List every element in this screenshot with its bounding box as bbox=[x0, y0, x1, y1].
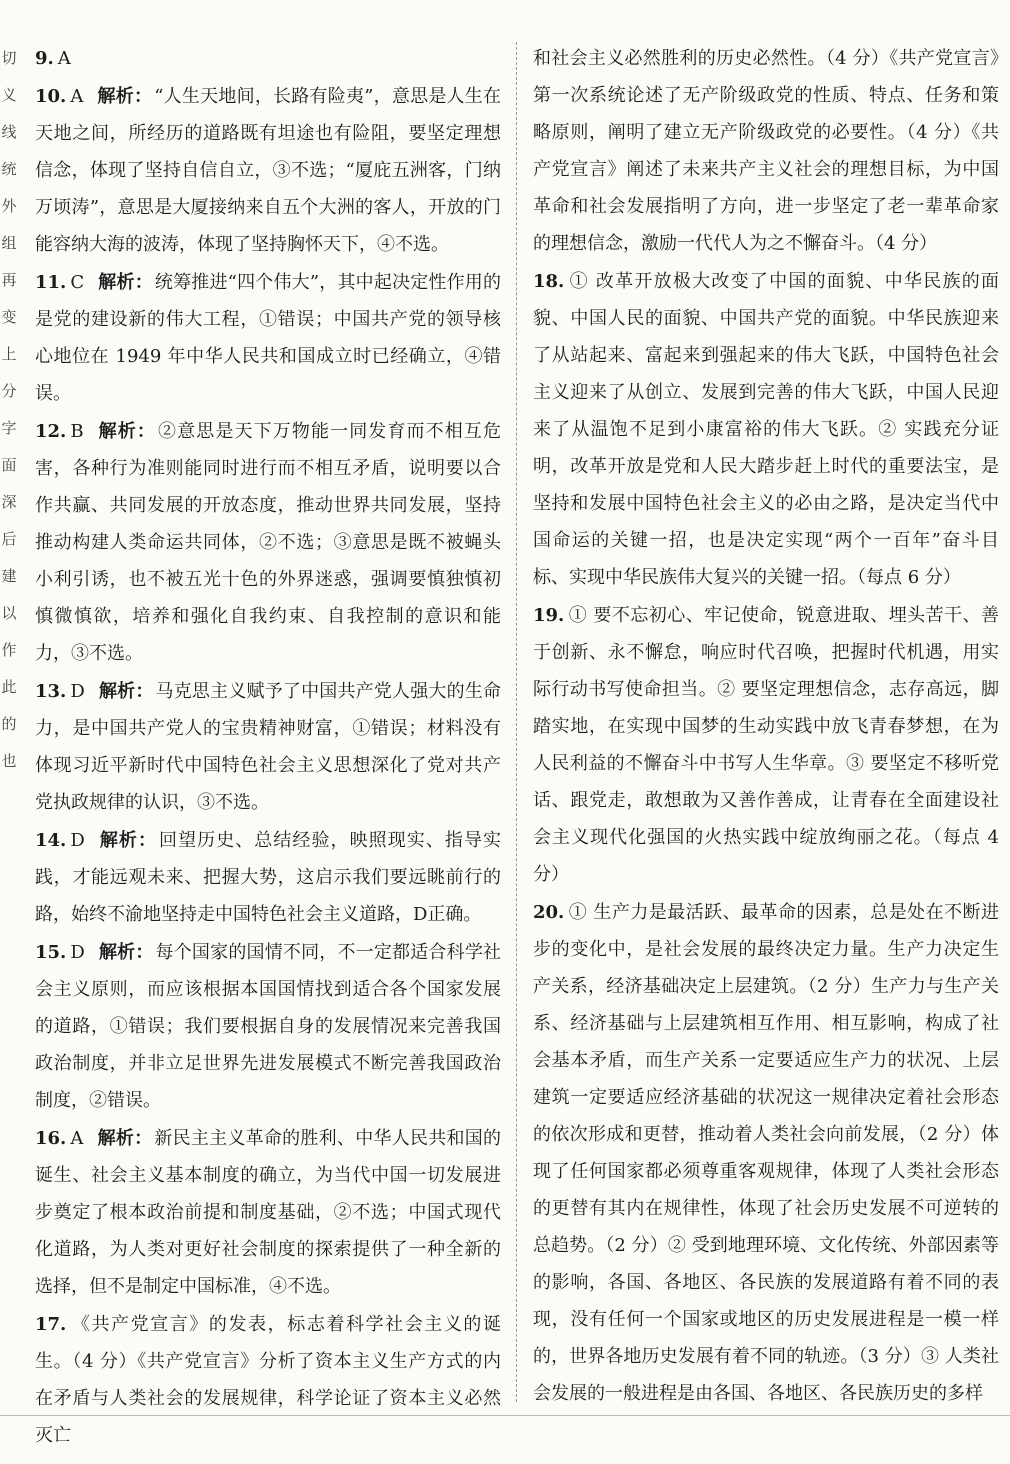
analysis-text: ②意思是天下万物能一同发育而不相互危害，各种行为准则能同时进行而不相互矛盾，说明要以合作共赢、共同发展的开放态度，推动世界共同发展，坚持推动构建人类命运共同体，②不选；③意思是既不被蝇头小利引诱，也不被五光十色的外界迷惑，强调要慎独慎初慎微慎欲，培养和强化自我约束、自我控制的意识和能力，③不选。 bbox=[35, 421, 502, 664]
answer-choice: D bbox=[70, 942, 85, 963]
analysis-label: 解析： bbox=[98, 830, 158, 851]
margin-char: 上 bbox=[1, 345, 17, 363]
answer-item bbox=[35, 934, 501, 1119]
analysis-text: 回望历史、总结经验，映照现实、指导实践，才能远观未来、把握大势，这启示我们要远眺前行的路，始终不渝地坚持走中国特色社会主义道路，D正确。 bbox=[35, 830, 502, 925]
answer-item bbox=[35, 264, 501, 412]
margin-char: 字 bbox=[1, 419, 17, 437]
analysis-label: 解析： bbox=[97, 1128, 153, 1149]
analysis-text: “人生天地间，长路有险夷”，意思是人生在天地之间，所经历的道路既有坦途也有险阻，要坚定理想信念，体现了坚持自信自立，③不选；“厦庇五洲客，门纳万顷涛”，意思是大厦接纳来自五个大洲的客人，开放的门能容纳大海的波涛，体现了坚持胸怀天下，④不选。 bbox=[35, 86, 502, 255]
question-number: 12. bbox=[35, 421, 67, 442]
analysis-text: 统筹推进“四个伟大”，其中起决定性作用的是党的建设新的伟大工程，①错误；中国共产党的领导核心地位在 1949 年中华人民共和国成立时已经确立，④错误。 bbox=[35, 272, 501, 404]
margin-char: 后 bbox=[1, 530, 17, 548]
analysis-label: 解析： bbox=[97, 421, 157, 442]
answer-item bbox=[533, 894, 999, 1412]
answer-choice: A bbox=[70, 86, 84, 107]
page-bottom-rule bbox=[0, 1415, 1010, 1416]
answer-item bbox=[533, 40, 999, 262]
answer-choice: A bbox=[70, 1128, 84, 1149]
answer-item bbox=[35, 413, 501, 672]
margin-char: 再 bbox=[1, 271, 17, 289]
analysis-label: 解析： bbox=[98, 272, 153, 293]
analysis-label: 解析： bbox=[97, 86, 153, 107]
question-number: 13. bbox=[35, 681, 67, 702]
margin-char: 此 bbox=[1, 678, 17, 696]
question-number: 11. bbox=[35, 272, 67, 293]
margin-char: 线 bbox=[1, 123, 17, 141]
column-divider bbox=[516, 42, 517, 1402]
answer-text: ① 生产力是最活跃、最革命的因素，总是处在不断进步的变化中，是社会发展的最终决定力量。生产力决定生产关系，经济基础决定上层建筑。（2 分）生产力与生产关系、经济基础与上层建筑相互作用、相互影响，构成了社会基本矛盾，而生产关系一定要适应生产力的状况、上层建筑一定要适应经济基础的状况这一规律决定着社会形态的依次形成和更替，推动着人类社会向前发展，（2 分）体现了任何国家都必须尊重客观规律，体现了人类社会形态的更替有其内在规律性，体现了社会历史发展不可逆转的总趋势。（2 分）② 受到地理环境、文化传统、外部因素等的影响，各国、各地区、各民族的发展道路有着不同的表现，没有任何一个国家或地区的历史发展进程是一模一样的，世界各地历史发展有着不同的轨迹。（3 分）③ 人类社会发展的一般进程是由各国、各地区、各民族历史的多样 bbox=[533, 902, 999, 1404]
question-number: 18. bbox=[533, 271, 565, 292]
question-number: 20. bbox=[533, 902, 565, 923]
question-number: 10. bbox=[35, 86, 67, 107]
margin-char: 组 bbox=[1, 234, 17, 252]
analysis-text: 新民主主义革命的胜利、中华人民共和国的诞生、社会主义基本制度的确立，为当代中国一切发展进步奠定了根本政治前提和制度基础，②不选；中国式现代化道路，为人类对更好社会制度的探索提供了一种全新的选择，但不是制定中国标准，④不选。 bbox=[35, 1128, 501, 1297]
answer-item bbox=[35, 78, 501, 263]
margin-char: 的 bbox=[1, 715, 17, 733]
answer-choice: B bbox=[70, 421, 84, 442]
margin-char: 建 bbox=[1, 567, 17, 585]
analysis-text: 《共产党宣言》的发表，标志着科学社会主义的诞生。（4 分）《共产党宣言》分析了资本主义生产方式的内在矛盾与人类社会的发展规律，科学论证了资本主义必然灭亡 bbox=[35, 1314, 501, 1446]
analysis-label: 解析： bbox=[98, 942, 154, 963]
question-number: 17. bbox=[35, 1314, 67, 1335]
answer-choice: D bbox=[70, 830, 85, 851]
margin-char: 深 bbox=[1, 493, 17, 511]
answer-item bbox=[35, 673, 501, 821]
analysis-label: 解析： bbox=[98, 681, 154, 702]
margin-char: 以 bbox=[1, 604, 17, 622]
answer-text: ① 改革开放极大改变了中国的面貌、中华民族的面貌、中国人民的面貌、中国共产党的面貌。中华民族迎来了从站起来、富起来到强起来的伟大飞跃，中国特色社会主义迎来了从创立、发展到完善的伟大飞跃，中国人民迎来了从温饱不足到小康富裕的伟大飞跃。② 实践充分证明，改革开放是党和人民大踏步赶上时代的重要法宝，是坚持和发展中国特色社会主义的必由之路，是决定当代中国命运的关键一招，也是决定实现“两个一百年”奋斗目标、实现中华民族伟大复兴的关键一招。（每点 6 分） bbox=[533, 271, 999, 588]
right-column bbox=[533, 40, 999, 1413]
answer-text: 和社会主义必然胜利的历史必然性。（4 分）《共产党宣言》第一次系统论述了无产阶级政党的性质、特点、任务和策略原则，阐明了建立无产阶级政党的必要性。（4 分）《共产党宣言》阐述了未来共产主义社会的理想目标，为中国革命和社会发展指明了方向，进一步坚定了老一辈革命家的理想信念，激励一代代人为之不懈奋斗。（4 分） bbox=[533, 48, 999, 254]
question-number: 19. bbox=[533, 605, 565, 626]
margin-char: 作 bbox=[1, 641, 17, 659]
answer-text: ① 要不忘初心、牢记使命，锐意进取、埋头苦干、善于创新、永不懈怠，响应时代召唤，把握时代机遇，用实际行动书写使命担当。② 要坚定理想信念，志存高远，脚踏实地，在实现中国梦的生动实践中放飞青春梦想，在为人民利益的不懈奋斗中书写人生华章。③ 要坚定不移听党话、跟党走，敢想敢为又善作善成，让青春在全面建设社会主义现代化强国的火热实践中绽放绚丽之花。（每点 4 分） bbox=[533, 605, 999, 885]
question-number: 16. bbox=[35, 1128, 67, 1149]
margin-char: 切 bbox=[1, 49, 17, 67]
answer-choice: D bbox=[70, 681, 85, 702]
margin-char: 面 bbox=[1, 456, 17, 474]
answer-choice: A bbox=[57, 48, 71, 69]
margin-char: 变 bbox=[1, 308, 17, 326]
answer-item bbox=[35, 1120, 501, 1305]
question-number: 15. bbox=[35, 942, 67, 963]
answer-item bbox=[533, 263, 999, 596]
binding-margin-text bbox=[0, 40, 18, 770]
answer-item bbox=[533, 597, 999, 893]
question-number: 14. bbox=[35, 830, 67, 851]
answer-item bbox=[35, 40, 501, 77]
answer-choice: C bbox=[70, 272, 85, 293]
left-column bbox=[35, 40, 501, 1455]
margin-char: 义 bbox=[1, 86, 17, 104]
margin-char: 也 bbox=[1, 752, 17, 770]
margin-char: 统 bbox=[1, 160, 17, 178]
answer-item bbox=[35, 822, 501, 933]
margin-char: 外 bbox=[1, 197, 17, 215]
margin-char: 分 bbox=[1, 382, 17, 400]
analysis-text: 每个国家的国情不同，不一定都适合科学社会主义原则，而应该根据本国国情找到适合各个国家发展的道路，①错误；我们要根据自身的发展情况来完善我国政治制度，并非立足世界先进发展模式不断完善我国政治制度，②错误。 bbox=[35, 942, 502, 1111]
answer-item bbox=[35, 1306, 501, 1454]
question-number: 9. bbox=[35, 48, 54, 69]
analysis-text: 马克思主义赋予了中国共产党人强大的生命力，是中国共产党人的宝贵精神财富，①错误；材料没有体现习近平新时代中国特色社会主义思想深化了党对共产党执政规律的认识，③不选。 bbox=[35, 681, 502, 813]
